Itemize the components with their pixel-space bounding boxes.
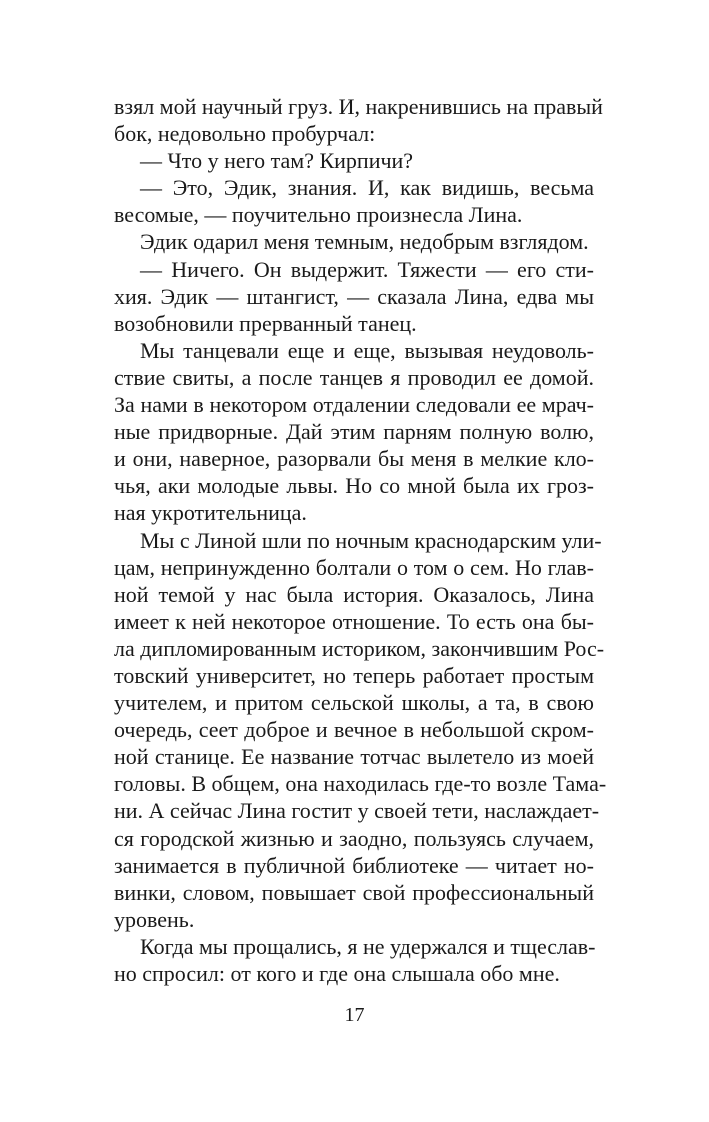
text-line: чья, аки молодые львы. Но со мной была их гроз-: [114, 473, 594, 499]
text-line: бок, недовольно пробурчал:: [114, 121, 376, 147]
text-line: ствие свиты, а после танцев я проводил ее домой.: [114, 364, 594, 390]
text-line: ни. А сейчас Лина гостит у своей тети, наслаждает-: [114, 798, 600, 824]
text-line: ной темой у нас была история. Оказалось, Лина: [114, 581, 594, 607]
text-line: винки, словом, повышает свой профессиональный: [114, 879, 594, 905]
text-line: — Что у него там? Кирпичи?: [140, 148, 414, 174]
body-text: [114, 93, 607, 987]
text-line: взял мой научный груз. И, накренившись на правый: [114, 94, 603, 119]
text-line: хия. Эдик — штангист, — сказала Лина, едва мы: [114, 283, 594, 309]
text-line: весомые, — поучительно произнесла Лина.: [114, 202, 523, 228]
text-line: Мы танцевали еще и еще, вызывая неудоволь-: [140, 337, 594, 363]
text-line: учителем, и притом сельской школы, а та, в свою: [114, 690, 594, 716]
text-line: уровень.: [114, 906, 195, 932]
text-line: возобновили прерванный танец.: [114, 310, 417, 336]
text-line: Эдик одарил меня темным, недобрым взглядом.: [140, 229, 589, 255]
text-line: ся городской жизнью и заодно, пользуясь случаем,: [114, 825, 594, 851]
text-line: имеет к ней некоторое отношение. То есть она бы-: [114, 608, 594, 634]
text-line: Мы с Линой шли по ночным краснодарским ули-: [140, 527, 602, 553]
text-line: товский университет, но теперь работает простым: [114, 662, 594, 688]
page-number: 17: [344, 1004, 365, 1026]
text-line: — Это, Эдик, знания. И, как видишь, весьма: [140, 175, 594, 201]
text-line: ные придворные. Дай этим парням полную волю,: [114, 419, 594, 445]
text-line: но спросил: от кого и где она слышала обо мне.: [114, 961, 560, 986]
text-line: ная укротительница.: [114, 500, 307, 526]
text-line: Когда мы прощались, я не удержался и тщеслав-: [140, 933, 596, 959]
text-line: ной станице. Ее название тотчас вылетело из моей: [114, 744, 594, 770]
text-line: ла дипломированным историком, закончившим Рос-: [114, 635, 605, 661]
text-line: — Ничего. Он выдержит. Тяжести — его сти-: [140, 256, 594, 282]
text-line: цам, непринужденно болтали о том о сем. Но глав-: [114, 554, 594, 580]
text-line: головы. В общем, она находилась где-то возле Тама-: [114, 771, 607, 797]
text-line: и они, наверное, разорвали бы меня в мелкие кло-: [114, 446, 594, 472]
text-line: занимается в публичной библиотеке — читает но-: [114, 852, 594, 878]
text-line: За нами в некотором отдалении следовали ее мрач-: [114, 392, 594, 418]
text-line: очередь, сеет доброе и вечное в небольшой скром-: [114, 717, 594, 743]
